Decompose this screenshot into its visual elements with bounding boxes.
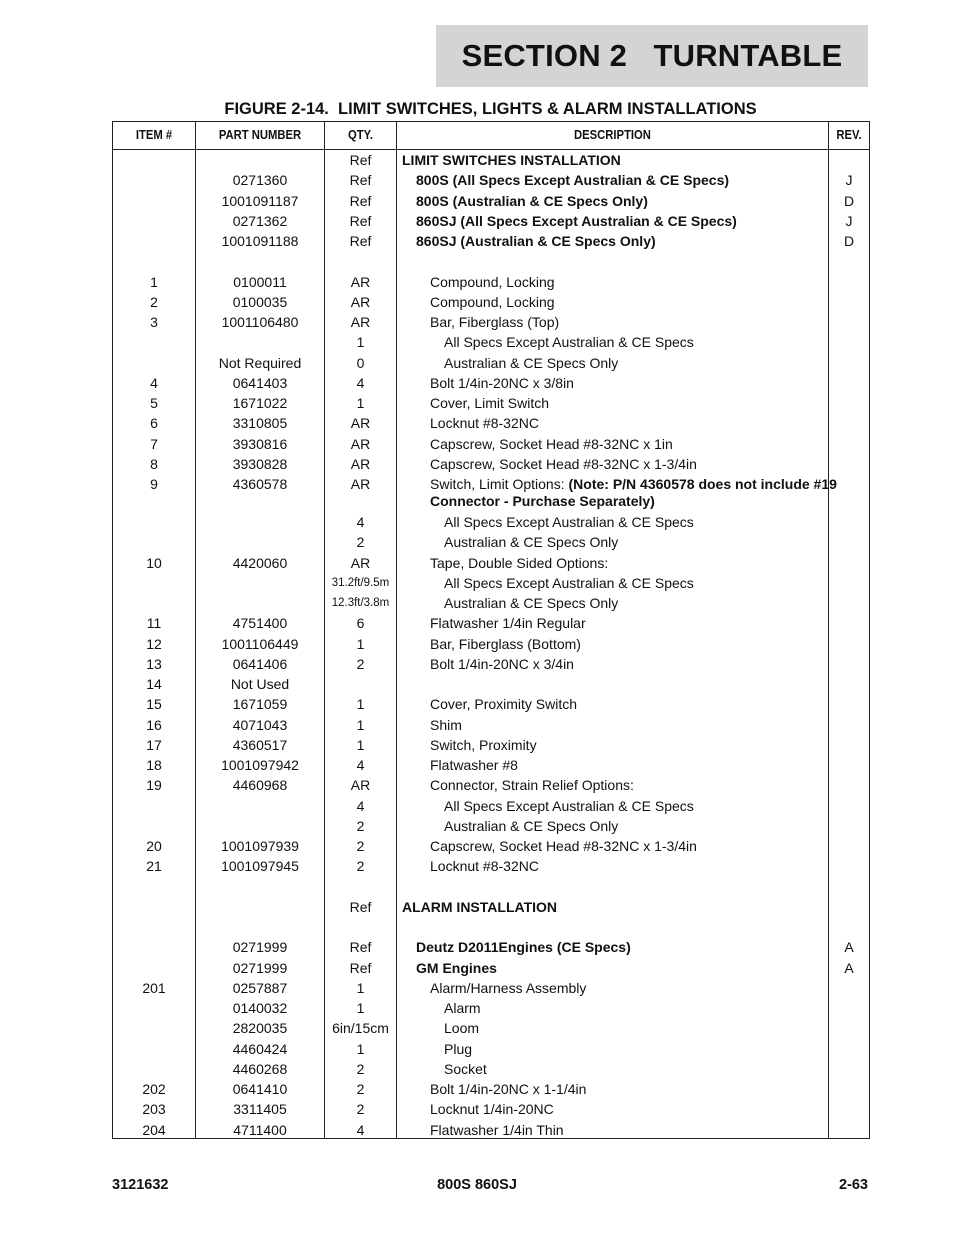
table-row [113, 393, 869, 413]
description [402, 613, 855, 633]
model-name: 800S 860SJ [437, 1177, 517, 1193]
part-number: 0271362 [232, 212, 288, 229]
part-number: 0641403 [232, 374, 288, 391]
description-text: Socket [444, 1060, 487, 1077]
item-number: 1 [150, 273, 158, 290]
description-text: Loom [444, 1020, 480, 1037]
quantity: 12.3ft/3.8m [331, 597, 390, 609]
quantity: 1 [356, 395, 365, 411]
table-row [113, 474, 869, 512]
table-row [113, 836, 869, 856]
table-row [113, 856, 869, 876]
part-number: 1001091187 [221, 192, 299, 209]
quantity: 2 [356, 1101, 365, 1118]
table-row [113, 1039, 869, 1059]
description [402, 1079, 855, 1099]
item-number: 6 [150, 415, 158, 432]
part-number: 3310805 [232, 415, 288, 432]
item-number: 3 [150, 314, 158, 330]
description [402, 553, 855, 573]
table-row [113, 1079, 869, 1099]
description-text: Switch, Proximity [430, 736, 537, 753]
description [402, 694, 855, 714]
item-number: 12 [146, 635, 162, 652]
table-row [113, 796, 869, 816]
quantity: Ref [349, 939, 372, 956]
description-text: 800S (Australian & CE Specs Only) [416, 192, 648, 209]
part-number: 0100035 [232, 293, 288, 310]
table-row [113, 816, 869, 836]
table-row [113, 613, 869, 633]
quantity: 1 [356, 736, 365, 753]
part-number: 1001097945 [221, 858, 299, 875]
table-row [113, 735, 869, 755]
table-row [113, 1120, 869, 1140]
revision: A [844, 939, 854, 956]
description-note: (Note: P/N 4360578 does not include #19 Connector - Purchase Separately) [430, 476, 837, 509]
table-row [113, 1099, 869, 1119]
table-row [113, 553, 869, 573]
description [402, 312, 855, 332]
description [402, 1059, 869, 1079]
revision: D [843, 233, 855, 249]
description [402, 532, 869, 552]
description-text: Flatwasher 1/4in Regular [430, 615, 586, 632]
quantity: 1 [356, 635, 365, 652]
description-text: LIMIT SWITCHES INSTALLATION [402, 152, 621, 168]
quantity: 2 [356, 534, 365, 551]
description-text: Compound, Locking [430, 273, 555, 290]
item-number: 4 [150, 374, 158, 391]
part-number: 0271360 [232, 172, 288, 189]
description-text: Capscrew, Socket Head #8-32NC x 1in [430, 435, 673, 452]
part-number: 2820035 [232, 1020, 288, 1037]
part-number: 4460268 [232, 1060, 288, 1077]
part-number: 0271999 [232, 939, 288, 956]
column-header-item: ITEM # [135, 128, 173, 142]
quantity: 0 [356, 354, 365, 371]
item-number: 8 [150, 455, 158, 472]
item-number: 201 [142, 979, 166, 996]
description [402, 735, 855, 755]
quantity: AR [350, 293, 371, 310]
item-number: 11 [146, 615, 162, 632]
description-text: Australian & CE Specs Only [444, 354, 619, 371]
quantity: 4 [356, 1121, 365, 1138]
description [402, 937, 841, 957]
description [402, 191, 841, 211]
item-number: 203 [142, 1101, 166, 1118]
part-number: 1671022 [232, 395, 288, 411]
parts-table [112, 121, 870, 1139]
page-number: 2-63 [838, 1177, 868, 1193]
quantity: 1 [356, 334, 365, 351]
table-row [113, 251, 869, 271]
description [402, 755, 855, 775]
table-row [113, 694, 869, 714]
description [402, 958, 841, 978]
table-row [113, 373, 869, 393]
item-number: 9 [150, 476, 158, 492]
document-number: 3121632 [112, 1177, 169, 1193]
description-text: All Specs Except Australian & CE Specs [444, 334, 694, 351]
table-row [113, 1018, 869, 1038]
description [402, 512, 869, 532]
description [402, 150, 827, 170]
quantity: 6in/15cm [332, 1020, 389, 1037]
revision: A [844, 959, 854, 976]
description-text: Flatwasher 1/4in Thin [430, 1121, 564, 1138]
quantity: AR [350, 554, 371, 571]
part-number: 1001106480 [221, 314, 299, 330]
description [402, 897, 827, 917]
description-text: 860SJ (Australian & CE Specs Only) [416, 233, 656, 249]
part-number: 4751400 [232, 615, 288, 632]
table-row [113, 877, 869, 897]
description [402, 816, 869, 836]
description [402, 978, 855, 998]
quantity: 2 [356, 1060, 365, 1077]
quantity: 2 [356, 1081, 365, 1097]
part-number: 0641410 [232, 1081, 288, 1097]
description [402, 170, 841, 190]
figure-title: FIGURE 2-14. LIMIT SWITCHES, LIGHTS & ALARM INSTALLATIONS [224, 100, 757, 118]
table-row [113, 978, 869, 998]
table-row [113, 532, 869, 552]
description-text: Bolt 1/4in-20NC x 3/8in [430, 374, 574, 391]
table-row [113, 150, 869, 170]
description [402, 353, 869, 373]
table-row [113, 755, 869, 775]
column-header-rev: REV. [836, 128, 862, 142]
quantity: 1 [356, 716, 365, 733]
part-number: 4460968 [232, 777, 288, 794]
table-row [113, 272, 869, 292]
item-number: 13 [146, 655, 162, 672]
part-number: 0140032 [232, 1000, 288, 1016]
description-text: Locknut 1/4in-20NC [430, 1101, 554, 1118]
description-text: Capscrew, Socket Head #8-32NC x 1-3/4in [430, 455, 697, 472]
quantity: AR [350, 777, 371, 794]
quantity: 2 [356, 858, 365, 875]
quantity: AR [350, 415, 371, 432]
revision: D [843, 192, 855, 209]
part-number: 4711400 [233, 1121, 287, 1138]
quantity: 2 [356, 817, 365, 834]
description [402, 211, 841, 231]
part-number: 4360578 [232, 476, 288, 492]
description-text: Connector, Strain Relief Options: [430, 777, 634, 794]
quantity: 4 [356, 757, 365, 773]
description [402, 373, 855, 393]
description [402, 715, 855, 735]
table-row [113, 897, 869, 917]
item-number: 202 [142, 1081, 166, 1097]
table-row [113, 353, 869, 373]
quantity: Ref [349, 212, 372, 229]
table-row [113, 775, 869, 795]
table-row [113, 332, 869, 352]
quantity: AR [350, 435, 371, 452]
quantity: AR [350, 476, 371, 492]
description [402, 1120, 855, 1140]
description-text: Bar, Fiberglass (Bottom) [430, 635, 581, 652]
description [402, 593, 869, 613]
item-number: 2 [150, 293, 158, 310]
part-number: 1001097939 [221, 838, 299, 854]
part-number: 3930816 [232, 435, 288, 452]
description [402, 634, 855, 654]
item-number: 10 [146, 554, 162, 571]
part-number: 0100011 [233, 273, 287, 290]
item-number: 17 [146, 736, 162, 753]
table-row [113, 634, 869, 654]
description-text: All Specs Except Australian & CE Specs [444, 797, 694, 814]
description-text: Australian & CE Specs Only [444, 595, 619, 611]
description [402, 856, 855, 876]
description-text: Locknut #8-32NC [430, 858, 539, 875]
description [402, 413, 855, 433]
part-number: 1001106449 [221, 635, 299, 652]
part-number: 4360517 [232, 736, 288, 753]
revision: J [845, 212, 853, 229]
quantity: Ref [349, 192, 372, 209]
description-text: ALARM INSTALLATION [402, 898, 558, 915]
description-text: Capscrew, Socket Head #8-32NC x 1-3/4in [430, 838, 697, 854]
item-number: 18 [146, 757, 162, 773]
description [402, 775, 855, 795]
quantity: 4 [356, 797, 365, 814]
description [402, 476, 855, 510]
description-text: 800S (All Specs Except Australian & CE Specs) [416, 172, 730, 189]
item-number: 20 [146, 838, 162, 854]
description [402, 434, 855, 454]
part-number: 4071043 [232, 716, 288, 733]
description-text: Alarm [444, 1000, 481, 1016]
quantity: 6 [356, 615, 365, 632]
item-number: 204 [142, 1121, 166, 1138]
table-row [113, 434, 869, 454]
item-number: 14 [146, 676, 162, 692]
quantity: 1 [356, 979, 365, 996]
description-text: GM Engines [416, 959, 497, 976]
description-text: Locknut #8-32NC [430, 415, 539, 432]
description-text: Australian & CE Specs Only [444, 817, 619, 834]
table-row [113, 593, 869, 613]
section-title: SECTION 2 TURNTABLE [436, 25, 868, 87]
part-number: 0257887 [232, 979, 288, 996]
description-text: Plug [444, 1040, 473, 1057]
quantity: Ref [349, 152, 372, 168]
part-number: Not Used [230, 676, 290, 692]
description [402, 1018, 869, 1038]
table-row [113, 1059, 869, 1079]
description [402, 292, 855, 312]
part-number: 4420060 [232, 554, 288, 571]
part-number: 3930828 [232, 455, 288, 472]
quantity: 31.2ft/9.5m [331, 576, 390, 589]
description-text: Deutz D2011Engines (CE Specs) [416, 939, 631, 956]
part-number: 4460424 [232, 1040, 288, 1057]
item-number: 21 [146, 858, 162, 875]
table-row [113, 211, 869, 231]
description-text: Compound, Locking [430, 293, 555, 310]
part-number: 1001097942 [221, 757, 299, 773]
description [402, 272, 855, 292]
part-number: 0271999 [232, 959, 288, 976]
quantity: 4 [356, 374, 365, 391]
item-number: 16 [146, 716, 162, 733]
description-text: Flatwasher #8 [430, 757, 518, 773]
quantity: AR [350, 314, 371, 330]
description-text: Tape, Double Sided Options: [430, 554, 609, 571]
description-text: 860SJ (All Specs Except Australian & CE Specs) [416, 212, 737, 229]
description [402, 332, 869, 352]
column-header-part-number: PART NUMBER [218, 128, 302, 142]
description [402, 836, 855, 856]
part-number: 1671059 [232, 696, 288, 713]
description-text: Cover, Proximity Switch [430, 696, 578, 713]
description [402, 796, 869, 816]
description-text: Switch, Limit Options: [430, 476, 569, 492]
description [402, 1039, 869, 1059]
quantity: 1 [356, 1000, 365, 1016]
column-header-qty: QTY. [347, 128, 374, 142]
part-number: 1001091188 [221, 233, 299, 249]
description-text: Cover, Limit Switch [430, 395, 550, 411]
table-row [113, 454, 869, 474]
quantity: AR [350, 273, 371, 290]
table-row [113, 292, 869, 312]
description-text: Shim [430, 716, 462, 733]
quantity: 2 [356, 655, 365, 672]
part-number: 0641406 [232, 655, 288, 672]
table-row [113, 312, 869, 332]
description-text: All Specs Except Australian & CE Specs [444, 574, 694, 591]
part-number: Not Required [218, 354, 302, 371]
table-row [113, 231, 869, 251]
revision: J [845, 172, 853, 189]
item-number: 15 [146, 696, 162, 713]
description [402, 573, 869, 593]
table-row [113, 715, 869, 735]
quantity: 1 [356, 1040, 365, 1057]
part-number: 3311405 [233, 1101, 287, 1118]
quantity: Ref [349, 959, 372, 976]
description [402, 998, 869, 1018]
table-row [113, 170, 869, 190]
quantity: Ref [349, 233, 372, 249]
item-number: 7 [150, 435, 158, 452]
description [402, 393, 855, 413]
description-text: Bolt 1/4in-20NC x 1-1/4in [430, 1081, 587, 1097]
table-row [113, 958, 869, 978]
quantity: Ref [349, 898, 372, 915]
quantity: 4 [356, 514, 365, 530]
table-row [113, 512, 869, 532]
description [402, 1099, 855, 1119]
item-number: 5 [150, 395, 158, 411]
table-row [113, 191, 869, 211]
description-text: All Specs Except Australian & CE Specs [444, 514, 694, 530]
quantity: 1 [356, 696, 365, 713]
table-row [113, 654, 869, 674]
table-row [113, 413, 869, 433]
description-text: Bolt 1/4in-20NC x 3/4in [430, 655, 574, 672]
item-number: 19 [146, 777, 162, 794]
quantity: 2 [356, 838, 365, 854]
description [402, 654, 855, 674]
table-row [113, 998, 869, 1018]
quantity: Ref [349, 172, 372, 189]
table-row [113, 917, 869, 937]
table-row [113, 674, 869, 694]
table-row [113, 937, 869, 957]
description [402, 454, 855, 474]
table-row [113, 573, 869, 593]
quantity: AR [350, 455, 371, 472]
column-header-description: DESCRIPTION [574, 128, 651, 142]
description-text: Australian & CE Specs Only [444, 534, 619, 551]
description [402, 231, 841, 251]
description-text: Alarm/Harness Assembly [430, 979, 587, 996]
description-text: Bar, Fiberglass (Top) [430, 314, 560, 330]
